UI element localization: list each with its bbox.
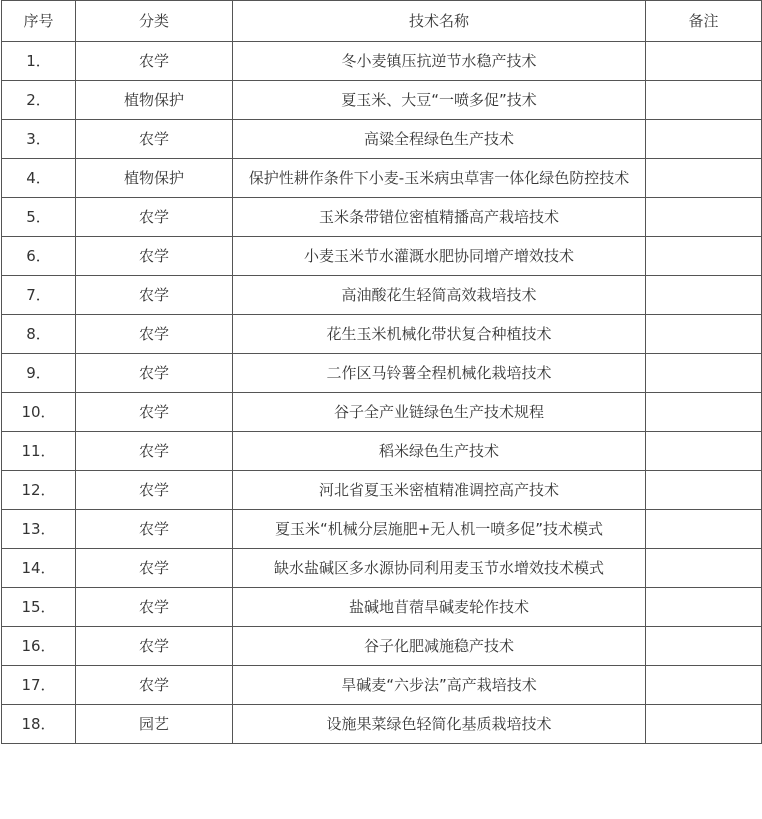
table-row — [2, 120, 762, 159]
table-body — [2, 42, 762, 744]
cell-remarks — [646, 198, 762, 237]
cell-category: 农学 — [76, 627, 233, 666]
cell-index: 17． — [2, 666, 76, 705]
cell-category: 园艺 — [76, 705, 233, 744]
cell-category: 农学 — [76, 549, 233, 588]
cell-index: 15． — [2, 588, 76, 627]
table-row — [2, 510, 762, 549]
table-row — [2, 549, 762, 588]
cell-remarks — [646, 315, 762, 354]
cell-technology-name: 河北省夏玉米密植精准调控高产技术 — [233, 471, 646, 510]
cell-technology-name: 高粱全程绿色生产技术 — [233, 120, 646, 159]
table-row — [2, 81, 762, 120]
cell-remarks — [646, 666, 762, 705]
cell-technology-name: 缺水盐碱区多水源协同利用麦玉节水增效技术模式 — [233, 549, 646, 588]
cell-technology-name: 盐碱地苜蓿旱碱麦轮作技术 — [233, 588, 646, 627]
cell-index: 10． — [2, 393, 76, 432]
table-row — [2, 471, 762, 510]
cell-index: 5． — [2, 198, 76, 237]
cell-index: 4． — [2, 159, 76, 198]
cell-technology-name: 谷子化肥减施稳产技术 — [233, 627, 646, 666]
header-category: 分类 — [76, 1, 233, 42]
cell-category: 农学 — [76, 432, 233, 471]
table-row — [2, 627, 762, 666]
cell-category: 农学 — [76, 315, 233, 354]
cell-technology-name: 玉米条带错位密植精播高产栽培技术 — [233, 198, 646, 237]
cell-remarks — [646, 81, 762, 120]
cell-index: 2． — [2, 81, 76, 120]
cell-remarks — [646, 588, 762, 627]
cell-index: 7． — [2, 276, 76, 315]
cell-index: 14． — [2, 549, 76, 588]
cell-category: 农学 — [76, 354, 233, 393]
cell-remarks — [646, 705, 762, 744]
cell-remarks — [646, 354, 762, 393]
table-row — [2, 354, 762, 393]
cell-technology-name: 高油酸花生轻简高效栽培技术 — [233, 276, 646, 315]
table-row — [2, 198, 762, 237]
cell-technology-name: 旱碱麦“六步法”高产栽培技术 — [233, 666, 646, 705]
table-row — [2, 705, 762, 744]
cell-index: 1． — [2, 42, 76, 81]
cell-remarks — [646, 471, 762, 510]
header-index: 序号 — [2, 1, 76, 42]
technology-table — [1, 0, 762, 744]
header-row — [2, 1, 762, 42]
cell-index: 13． — [2, 510, 76, 549]
cell-remarks — [646, 393, 762, 432]
cell-category: 农学 — [76, 666, 233, 705]
cell-category: 农学 — [76, 237, 233, 276]
table-row — [2, 666, 762, 705]
cell-technology-name: 夏玉米“机械分层施肥+无人机一喷多促”技术模式 — [233, 510, 646, 549]
cell-category: 农学 — [76, 276, 233, 315]
table-row — [2, 159, 762, 198]
cell-technology-name: 谷子全产业链绿色生产技术规程 — [233, 393, 646, 432]
table-row — [2, 276, 762, 315]
cell-category: 植物保护 — [76, 81, 233, 120]
cell-technology-name: 二作区马铃薯全程机械化栽培技术 — [233, 354, 646, 393]
cell-remarks — [646, 549, 762, 588]
cell-technology-name: 设施果菜绿色轻简化基质栽培技术 — [233, 705, 646, 744]
cell-category: 农学 — [76, 510, 233, 549]
cell-index: 3． — [2, 120, 76, 159]
cell-index: 11． — [2, 432, 76, 471]
cell-category: 植物保护 — [76, 159, 233, 198]
cell-remarks — [646, 627, 762, 666]
cell-index: 18． — [2, 705, 76, 744]
cell-index: 12． — [2, 471, 76, 510]
table-row — [2, 432, 762, 471]
cell-index: 6． — [2, 237, 76, 276]
cell-category: 农学 — [76, 120, 233, 159]
cell-remarks — [646, 42, 762, 81]
cell-technology-name: 小麦玉米节水灌溉水肥协同增产增效技术 — [233, 237, 646, 276]
cell-technology-name: 冬小麦镇压抗逆节水稳产技术 — [233, 42, 646, 81]
cell-technology-name: 保护性耕作条件下小麦-玉米病虫草害一体化绿色防控技术 — [233, 159, 646, 198]
cell-category: 农学 — [76, 471, 233, 510]
table-row — [2, 237, 762, 276]
header-name: 技术名称 — [233, 1, 646, 42]
cell-index: 8． — [2, 315, 76, 354]
cell-technology-name: 稻米绿色生产技术 — [233, 432, 646, 471]
cell-remarks — [646, 432, 762, 471]
cell-technology-name: 花生玉米机械化带状复合种植技术 — [233, 315, 646, 354]
table-row — [2, 42, 762, 81]
cell-category: 农学 — [76, 198, 233, 237]
cell-remarks — [646, 510, 762, 549]
table-row — [2, 588, 762, 627]
cell-index: 16． — [2, 627, 76, 666]
cell-category: 农学 — [76, 588, 233, 627]
header-remarks: 备注 — [646, 1, 762, 42]
cell-index: 9． — [2, 354, 76, 393]
cell-technology-name: 夏玉米、大豆“一喷多促”技术 — [233, 81, 646, 120]
cell-category: 农学 — [76, 42, 233, 81]
cell-remarks — [646, 237, 762, 276]
cell-remarks — [646, 276, 762, 315]
table-row — [2, 393, 762, 432]
cell-remarks — [646, 120, 762, 159]
cell-remarks — [646, 159, 762, 198]
table-row — [2, 315, 762, 354]
cell-category: 农学 — [76, 393, 233, 432]
